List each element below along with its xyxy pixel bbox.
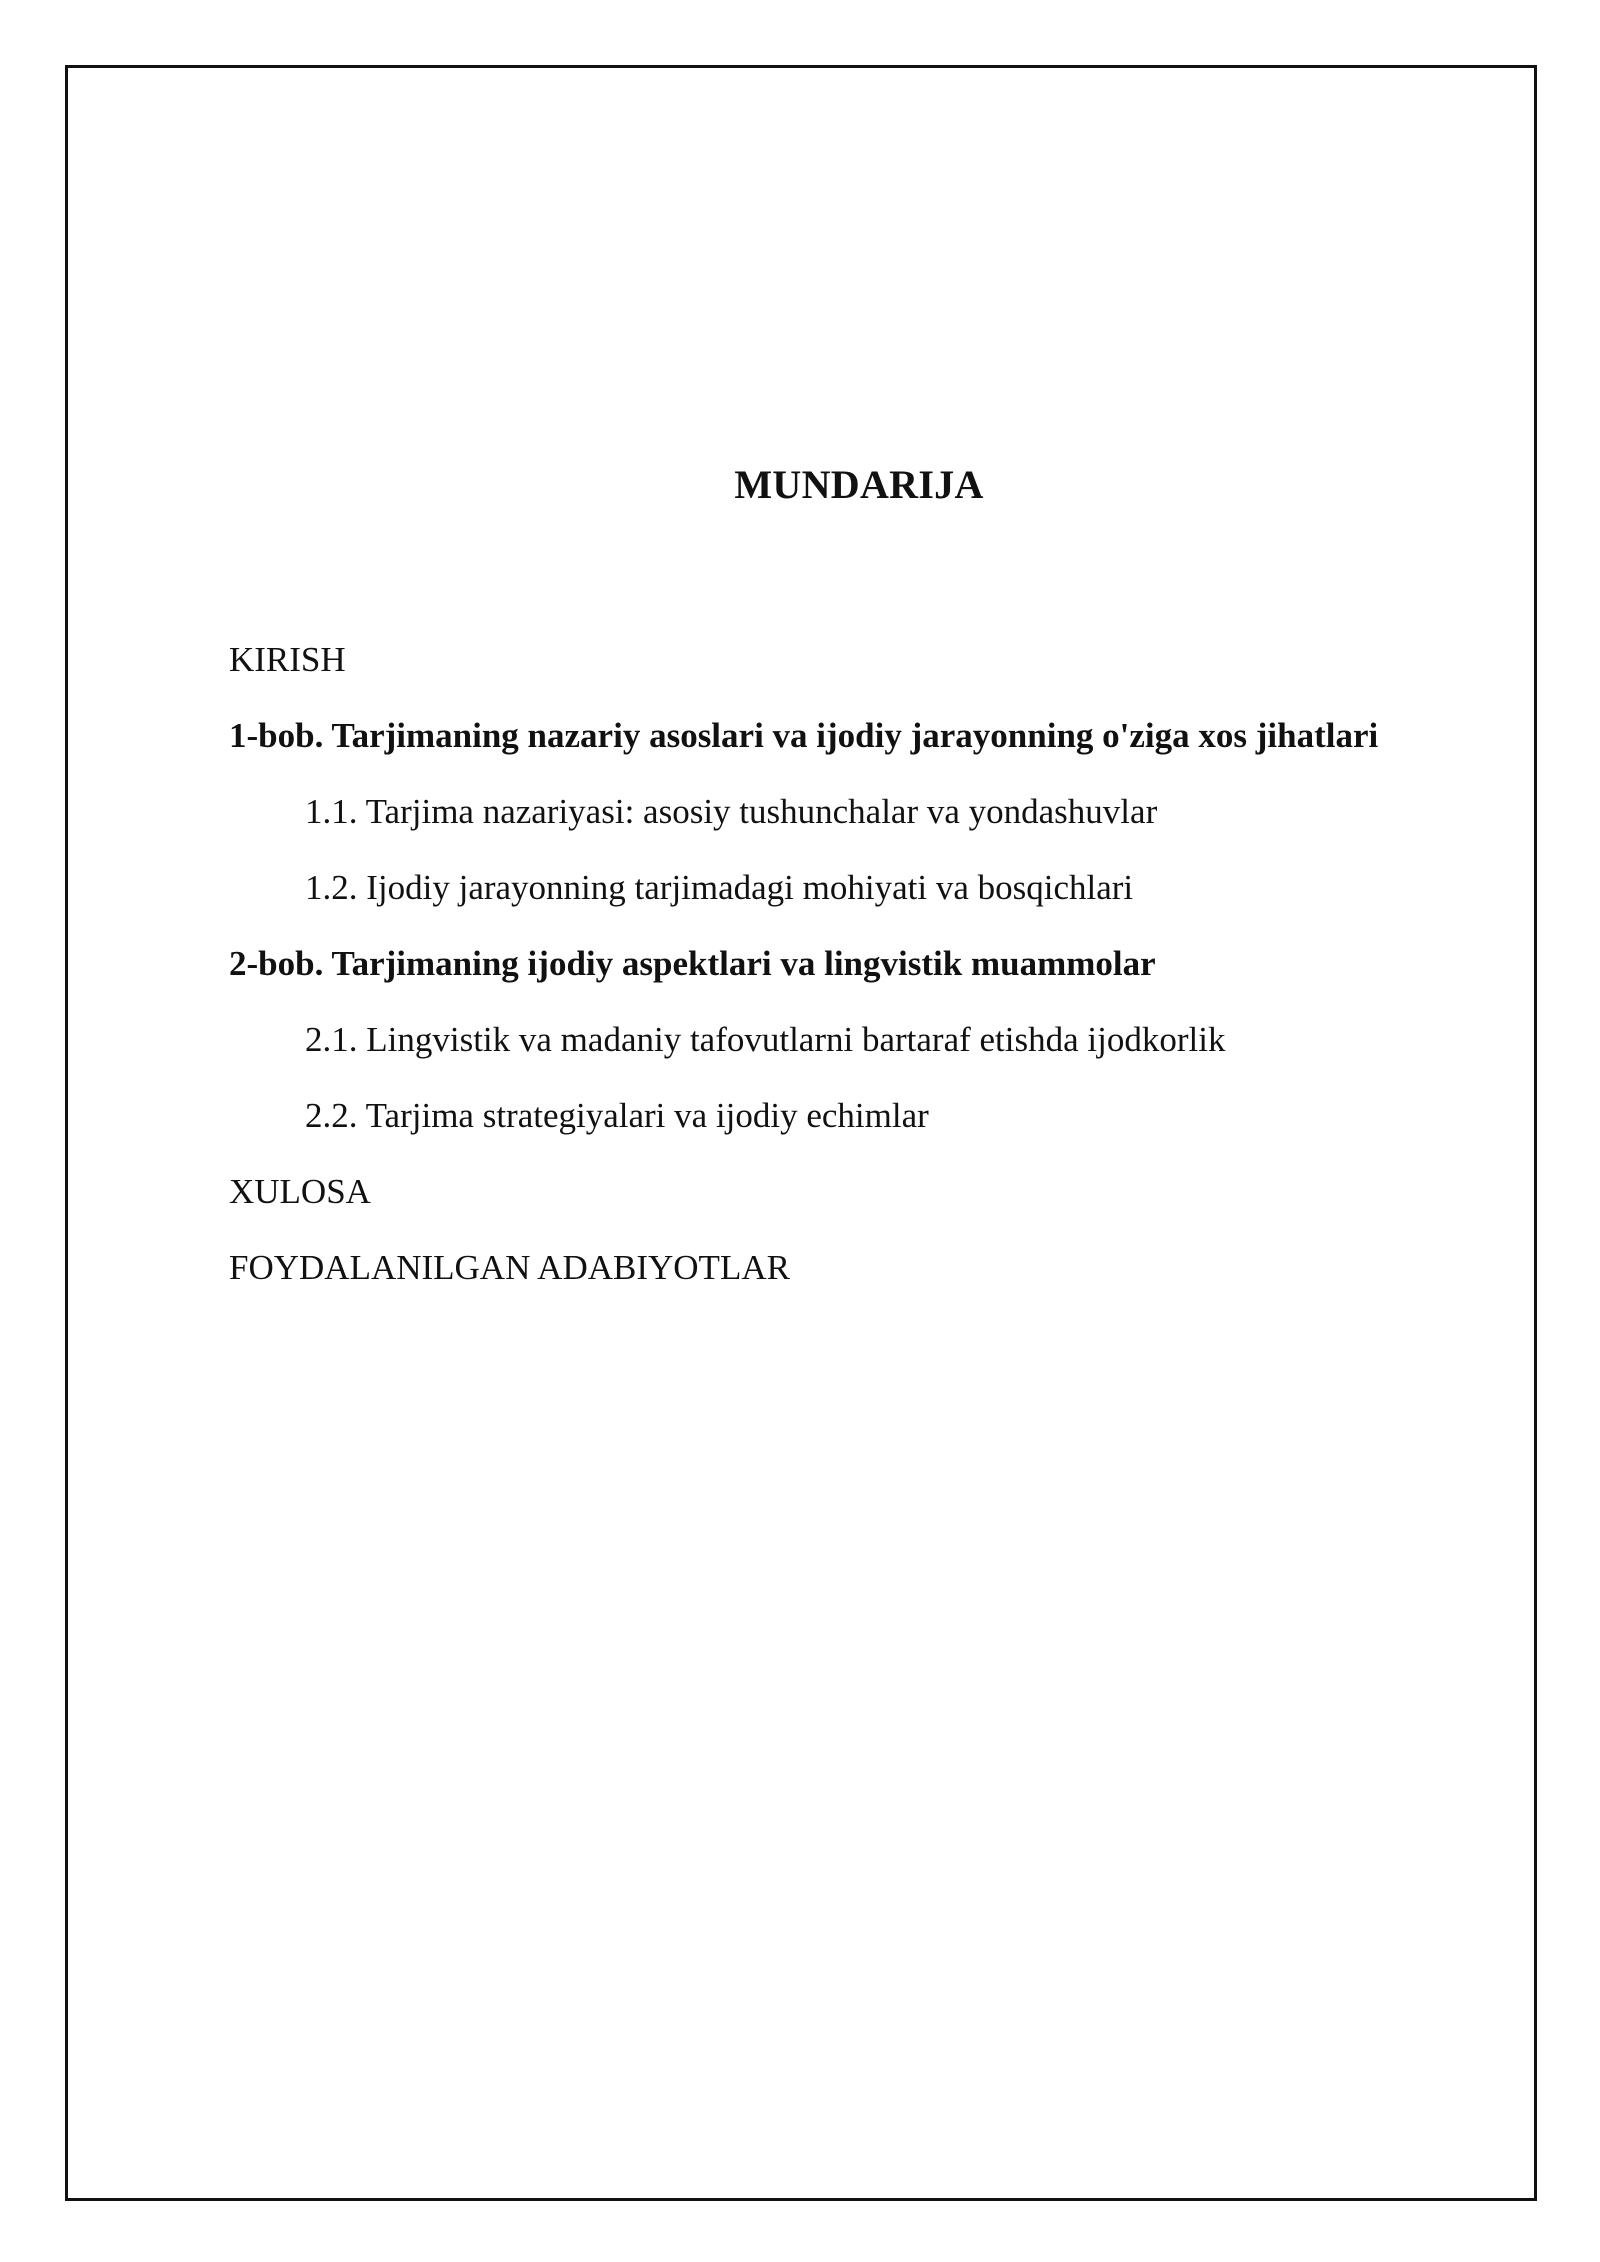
toc-item-kirish: KIRISH bbox=[229, 640, 346, 679]
toc-item-xulosa: XULOSA bbox=[229, 1172, 371, 1211]
toc-chapter-2: 2-bob. Tarjimaning ijodiy aspektlari va lingvistik muammolar bbox=[229, 944, 1156, 983]
toc-section-2-2: 2.2. Tarjima strategiyalari va ijodiy echimlar bbox=[305, 1096, 929, 1135]
table-of-contents bbox=[229, 637, 1529, 1321]
toc-section-1-1: 1.1. Tarjima nazariyasi: asosiy tushunchalar va yondashuvlar bbox=[305, 792, 1158, 831]
page-title: MUNDARIJA bbox=[734, 462, 984, 507]
toc-section-1-2: 1.2. Ijodiy jarayonning tarjimadagi mohiyati va bosqichlari bbox=[305, 868, 1134, 907]
toc-chapter-1: 1-bob. Tarjimaning nazariy asoslari va ijodiy jarayonning o'ziga xos jihatlari bbox=[229, 716, 1379, 755]
toc-section-2-1: 2.1. Lingvistik va madaniy tafovutlarni bartaraf etishda ijodkorlik bbox=[305, 1020, 1226, 1059]
toc-item-adabiyotlar: FOYDALANILGAN ADABIYOTLAR bbox=[229, 1248, 790, 1287]
